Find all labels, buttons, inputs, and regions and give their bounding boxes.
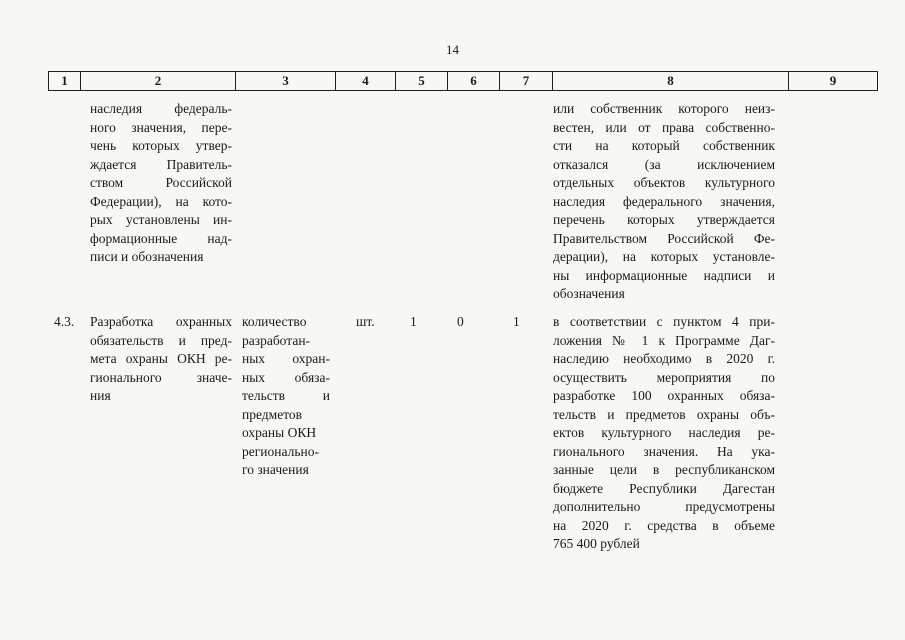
text-line: Разработка охранных	[90, 314, 232, 329]
header-col-1: 1	[48, 72, 80, 90]
header-col-3: 3	[235, 72, 335, 90]
row-4-3-col2	[90, 313, 232, 406]
text-line: осуществить мероприятия по	[553, 369, 775, 385]
text-line: ния	[90, 388, 111, 403]
text-line: рых установлены ин-	[90, 212, 232, 227]
text-line: ных обяза-	[242, 369, 330, 385]
text-line: ны информационные надписи и	[553, 267, 775, 283]
text-line: наследию необходимо в 2020 г.	[553, 351, 775, 366]
text-line: обозначения	[553, 286, 625, 301]
text-line: гионального значения. На ука-	[553, 443, 775, 459]
text-line: ложения № 1 к Программе Даг-	[553, 332, 775, 348]
text-line: отдельных объектов культурного	[553, 175, 775, 190]
text-line: предметов	[242, 406, 303, 422]
continuation-col8	[553, 100, 775, 304]
row-4-3-col6: 0	[457, 314, 464, 329]
text-line: дерации), на которых установле-	[553, 249, 775, 264]
text-line: тельств и	[242, 388, 330, 403]
text-line: чень которых утвер-	[90, 138, 232, 153]
text-line: на 2020 г. средства в объеме	[553, 517, 775, 533]
row-4-3-col8	[553, 313, 775, 554]
text-line: обязательств и пред-	[90, 332, 232, 348]
row-4-3-unit: шт.	[356, 314, 375, 329]
row-4-3-col3	[242, 313, 330, 480]
text-line: ством Российской	[90, 175, 232, 190]
text-line: в соответствии с пунктом 4 при-	[553, 314, 775, 329]
text-line: го значения	[242, 462, 309, 477]
text-line: разработан-	[242, 332, 311, 348]
header-col-6: 6	[447, 72, 499, 90]
text-line: или собственник которого неиз-	[553, 101, 775, 116]
row-4-3-col7: 1	[513, 314, 520, 329]
text-line: ектов культурного наследия ре-	[553, 425, 775, 440]
text-line: гионального значе-	[90, 369, 232, 385]
header-col-5: 5	[395, 72, 447, 90]
table-header	[48, 71, 878, 91]
text-line: ных охран-	[242, 351, 330, 366]
text-line: ного значения, пере-	[90, 119, 232, 135]
text-line: отказался (за исключением	[553, 156, 775, 172]
text-line: перечень которых утверждается	[553, 212, 775, 227]
header-col-4: 4	[335, 72, 395, 90]
row-number: 4.3.	[54, 314, 75, 329]
text-line: вестен, или от права собственно-	[553, 119, 775, 135]
text-line: наследия федераль-	[90, 101, 232, 116]
header-col-7: 7	[499, 72, 552, 90]
text-line: охраны ОКН	[242, 425, 317, 440]
text-line: разработке 100 охранных обяза-	[553, 388, 775, 403]
text-line: ждается Правитель-	[90, 156, 232, 172]
text-line: дополнительно предусмотрены	[553, 499, 775, 514]
text-line: Правительством Российской Фе-	[553, 230, 775, 246]
text-line: регионально-	[242, 443, 319, 459]
header-col-8: 8	[552, 72, 788, 90]
page-number: 14	[446, 42, 459, 57]
text-line: 765 400 рублей	[553, 536, 640, 551]
continuation-col2	[90, 100, 232, 267]
text-line: сти на который собственник	[553, 138, 775, 153]
text-line: Федерации), на кото-	[90, 193, 232, 209]
text-line: писи и обозначения	[90, 249, 204, 264]
text-line: наследия федерального значения,	[553, 193, 775, 209]
text-line: тельств и предметов охраны объ-	[553, 406, 775, 422]
text-line: мета охраны ОКН ре-	[90, 351, 232, 366]
text-line: бюджете Республики Дагестан	[553, 480, 775, 496]
text-line: количество	[242, 314, 307, 329]
text-line: формационные над-	[90, 230, 232, 246]
text-line: занные цели в республиканском	[553, 462, 775, 477]
header-col-9: 9	[788, 72, 878, 90]
header-col-2: 2	[80, 72, 235, 90]
row-4-3-col5: 1	[410, 314, 417, 329]
